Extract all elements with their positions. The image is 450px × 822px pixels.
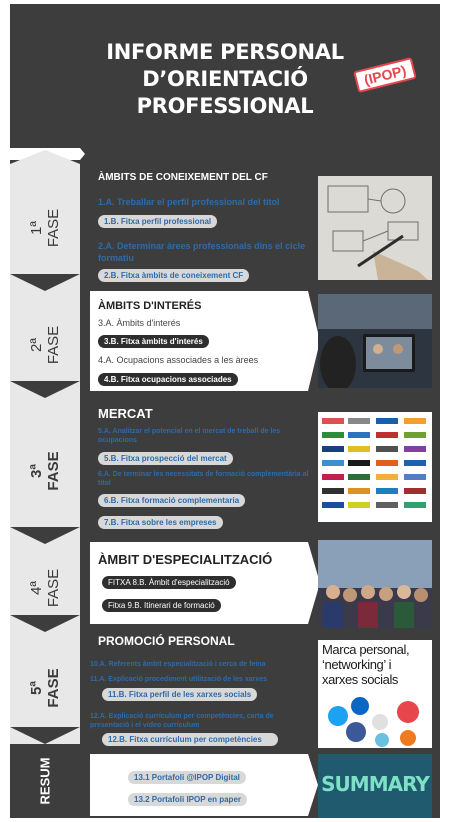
link-5a[interactable]: 5.A. Analitzar el potencial en el mercat de treball de les ocupacions [98, 428, 281, 444]
twitter-icon [328, 706, 348, 726]
brainstorm-sketch-photo [318, 176, 432, 280]
pill-8b[interactable]: FITXA 8.B. Àmbit d'especialització [102, 576, 236, 589]
phase-2-title: ÀMBITS D'INTERÉS [98, 300, 202, 312]
infographic-board [10, 4, 440, 818]
linkedin-icon [351, 697, 369, 715]
tablet-video-call-photo [318, 294, 432, 388]
facebook-icon [346, 722, 366, 742]
phase-5-tab: 5ª FASE [10, 632, 80, 744]
link-2a[interactable]: 2.A. Determinar àrees professionals dins el cicle formatiu [98, 241, 306, 263]
social-networks-graphic: Marca personal, ‘networking’ i xarxes socials [318, 640, 432, 748]
phase-1-title: ÀMBITS DE CONEIXEMENT DEL CF [98, 172, 268, 183]
pill-12b[interactable]: 12.B. Fitxa currículum per competències [102, 733, 278, 746]
phase-3-title: MERCAT [98, 406, 153, 421]
students-group-photo [318, 540, 432, 628]
pill-13-2[interactable]: 13.2 Portafoli IPOP en paper [128, 793, 247, 806]
link-10a[interactable]: 10.A. Referents àmbit especialització i cerca de feina [90, 661, 266, 668]
phase-5-title: PROMOCIÓ PERSONAL [98, 634, 235, 648]
summary-graphic: SUMMARY [318, 754, 432, 818]
pill-7b[interactable]: 7.B. Fitxa sobre les empreses [98, 516, 223, 529]
phase-1-panel [90, 170, 308, 286]
phase-2-panel [90, 291, 308, 391]
pill-11b[interactable]: 11.B. Fitxa perfil de les xarxes socials [102, 688, 257, 701]
ipop-stamp: (IPOP) [353, 57, 417, 93]
summary-panel [90, 754, 308, 816]
text-3a: 3.A. Àmbits d'interés [98, 318, 181, 328]
pill-6b[interactable]: 6.B. Fitxa formació complementaria [98, 494, 245, 507]
pill-2b[interactable]: 2.B. Fitxa àmbits de coneixement CF [98, 269, 249, 282]
pill-1b[interactable]: 1.B. Fitxa perfil professional [98, 215, 217, 228]
pill-3b[interactable]: 3.B. Fitxa àmbits d'interés [98, 335, 209, 348]
pill-13-1[interactable]: 13.1 Portafoli @IPOP Digital [128, 771, 246, 784]
link-11a[interactable]: 11.A. Explicació procediment utilització de les xarxes [90, 676, 268, 683]
phase-4-panel [90, 542, 308, 624]
summary-tab: RESUM [10, 744, 80, 818]
company-logos-grid [318, 412, 432, 522]
phase-1-tab: 1ª FASE [10, 164, 80, 291]
phase-5-panel [90, 634, 308, 746]
pill-9b[interactable]: Fitxa 9.B. Itinerari de formació [102, 599, 221, 612]
phase-2-tab: 2ª FASE [10, 291, 80, 398]
pill-5b[interactable]: 5.B. Fitxa prospecció del mercat [98, 452, 233, 465]
text-4a: 4.A. Ocupacions associades a les àrees [98, 355, 259, 365]
link-6a[interactable]: 6.A. De terminar les necessitats de formació complementària al títol [98, 471, 309, 487]
link-12a[interactable]: 12.A. Explicació currículum per competències, carta de presentació i el vídeo currículum [90, 713, 274, 729]
link-1a[interactable]: 1.A. Treballar el perfil professional del títol [98, 197, 280, 207]
phase-4-tab: 4ª FASE [10, 544, 80, 632]
phase-4-title: ÀMBIT D'ESPECIALITZACIÓ [98, 552, 273, 567]
pill-4b[interactable]: 4.B. Fitxa ocupacions associades [98, 373, 238, 386]
phase-3-tab: 3ª FASE [10, 398, 80, 544]
phase-3-panel [90, 402, 308, 536]
page-title: INFORME PERSONAL D’ORIENTACIÓ PROFESSIONAL [106, 40, 344, 118]
